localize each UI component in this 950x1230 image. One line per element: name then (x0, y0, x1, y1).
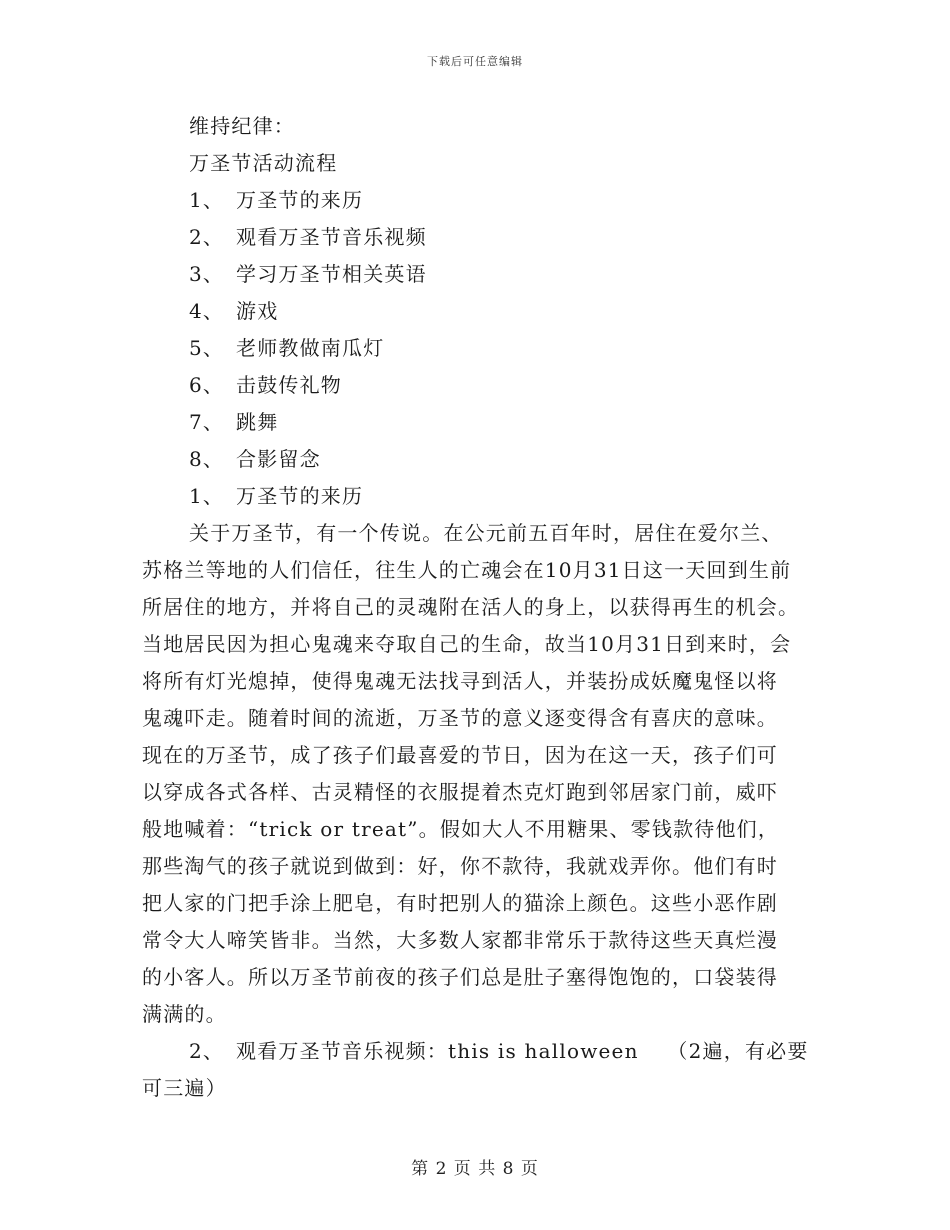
flow-item-number: 4、 (189, 299, 225, 323)
page-footer: 第 2 页 共 8 页 (411, 1159, 539, 1179)
section-heading-origin (142, 478, 814, 515)
heading-discipline: 维持纪律： (189, 114, 295, 138)
section-continuation: 可三遍） (142, 1076, 227, 1100)
flow-item-number: 3、 (189, 262, 225, 286)
paragraph-line: 常令大人啼笑皆非。当然，大多数人家都非常乐于款待这些天真烂漫 (142, 928, 778, 952)
flow-item-text: 合影留念 (236, 447, 321, 471)
flow-item-text: 游戏 (236, 299, 279, 323)
flow-item-number: 7、 (189, 410, 225, 434)
paragraph-line: 鬼魂吓走。随着时间的流逝，万圣节的意义逐变得含有喜庆的意味。 (142, 706, 778, 730)
flow-item (142, 182, 814, 219)
flow-item-number: 1、 (189, 188, 225, 212)
paragraph-line: 苏格兰等地的人们信任，往生人的亡魂会在10月31日这一天回到生前 (142, 558, 792, 582)
paragraph-line: 满满的。 (142, 1002, 227, 1026)
flow-item (142, 404, 814, 441)
paragraph-line: 所居住的地方，并将自己的灵魂附在活人的身上，以获得再生的机会。 (142, 595, 800, 619)
flow-item-text: 击鼓传礼物 (236, 373, 342, 397)
section-number: 2、 (189, 1039, 225, 1063)
flow-item (142, 330, 814, 367)
flow-item (142, 293, 814, 330)
paragraph-line: 现在的万圣节，成了孩子们最喜爱的节日，因为在这一天，孩子们可 (142, 743, 778, 767)
origin-paragraph (142, 515, 814, 1033)
flow-item-text: 学习万圣节相关英语 (236, 262, 427, 286)
paragraph-line: 关于万圣节，有一个传说。在公元前五百年时，居住在爱尔兰、 (189, 521, 783, 545)
document-body (142, 108, 814, 1107)
paragraph-line: 那些淘气的孩子就说到做到：好，你不款待，我就戏弄你。他们有时 (142, 854, 778, 878)
flow-item (142, 441, 814, 478)
paragraph-line: 般地喊着：“trick or treat”。假如大人不用糖果、零钱款待他们， (142, 817, 780, 841)
paragraph-line: 把人家的门把手涂上肥皂，有时把别人的猫涂上颜色。这些小恶作剧 (142, 891, 778, 915)
section-title: 观看万圣节音乐视频：this is halloween （2遍，有必要 (236, 1039, 809, 1063)
flow-item-number: 5、 (189, 336, 225, 360)
flow-item-text: 万圣节的来历 (236, 188, 364, 212)
paragraph-line: 将所有灯光熄掉，使得鬼魂无法找寻到活人，并装扮成妖魔鬼怪以将 (142, 669, 778, 693)
flow-item-text: 跳舞 (236, 410, 279, 434)
section-number: 1、 (189, 484, 225, 508)
flow-item (142, 367, 814, 404)
flow-item (142, 219, 814, 256)
section-title: 万圣节的来历 (236, 484, 364, 508)
paragraph-line: 以穿成各式各样、古灵精怪的衣服提着杰克灯跑到邻居家门前，威吓 (142, 780, 778, 804)
page-header: 下载后可任意编辑 (427, 55, 523, 68)
flow-item-text: 老师教做南瓜灯 (236, 336, 385, 360)
paragraph-line: 当地居民因为担心鬼魂来夺取自己的生命，故当10月31日到来时，会 (142, 632, 792, 656)
heading-activity-flow: 万圣节活动流程 (189, 151, 338, 175)
flow-item-number: 2、 (189, 225, 225, 249)
flow-item-number: 6、 (189, 373, 225, 397)
flow-item (142, 256, 814, 293)
flow-item-text: 观看万圣节音乐视频 (236, 225, 427, 249)
paragraph-line: 的小客人。所以万圣节前夜的孩子们总是肚子塞得饱饱的，口袋装得 (142, 965, 778, 989)
flow-item-number: 8、 (189, 447, 225, 471)
section-heading-music-video (142, 1033, 814, 1070)
